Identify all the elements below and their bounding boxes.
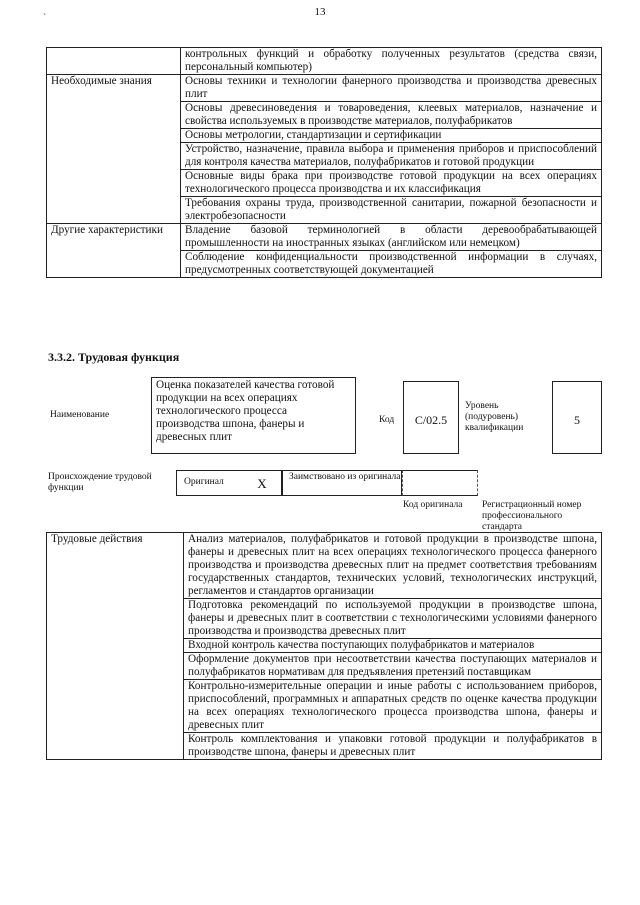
code-label: Код <box>379 415 395 425</box>
origin-code-box <box>402 470 478 496</box>
table-cell: Подготовка рекомендаций по используемой продукции в производстве шпона, фанеры и древесных плит в соответствии с технологическими условиями фанерного производства и производства древесных плит <box>184 599 602 639</box>
table-cell: Владение базовой терминологией в области деревообрабатывающей промышленности на иностранных языках (английском или немецком) <box>181 224 602 251</box>
table-row-label: Необходимые знания <box>47 75 181 224</box>
table-cell: Анализ материалов, полуфабрикатов и готовой продукции в производстве шпона, фанеры и древесных плит на всех операциях технологического процесса фанерного производства и производства древесных плит на предмет соответствия требованиям государственных стандартов, технических условий, технологических инструкций, регламентов и стандартов организации <box>184 533 602 599</box>
page-number: 13 <box>314 6 326 18</box>
level-label: Уровень (подуровень) квалификации <box>465 401 524 433</box>
table-cell: Контроль комплектования и упаковки готовой продукции и полуфабрикатов в производстве шпона, фанеры и древесных плит <box>184 733 602 760</box>
function-name-value: Оценка показателей качества готовой продукции на всех операциях технологического процесса производства шпона, фанеры и древесных плит <box>151 377 356 454</box>
table-cell: Входной контроль качества поступающих полуфабрикатов и материалов <box>184 639 602 653</box>
table-row-label: Другие характеристики <box>47 224 181 278</box>
name-label: Наименование <box>50 410 110 420</box>
table-row-label <box>47 48 181 75</box>
table-row-label: Трудовые действия <box>47 533 184 760</box>
origin-label: Происхождение трудовой функции <box>48 472 152 493</box>
registration-number-caption: Регистрационный номер профессионального стандарта <box>482 500 582 532</box>
table-cell: Основы техники и технологии фанерного производства и производства древесных плит <box>181 75 602 102</box>
table-cell: Устройство, назначение, правила выбора и применения приборов и приспособлений для контроля качества материалов, полуфабрикатов и готовой продукции <box>181 143 602 170</box>
table-cell: контрольных функций и обработку полученных результатов (средства связи, персональный компьютер) <box>181 48 602 75</box>
origin-original-mark: X <box>243 470 282 496</box>
level-value: 5 <box>552 381 602 454</box>
code-original-caption: Код оригинала <box>403 500 463 510</box>
knowledge-table <box>46 47 602 278</box>
table-cell: Контрольно-измерительные операции и иные работы с использованием приборов, приспособлений, программных и аппаратных средств по оценке качества продукции на всех операциях технологического процесса производства шпона, фанеры и древесных плит <box>184 680 602 733</box>
table-cell: Основные виды брака при производстве готовой продукции на всех операциях технологического процесса производства и их классификация <box>181 170 602 197</box>
origin-original-cell: Оригинал <box>176 470 243 496</box>
scan-speck: ` <box>43 12 46 22</box>
origin-borrowed-cell: Заимствовано из оригинала <box>282 470 402 496</box>
table-cell: Соблюдение конфиденциальности производственной информации в случаях, предусмотренных соответствующей документацией <box>181 251 602 278</box>
labor-actions-table <box>46 532 602 760</box>
table-cell: Основы древесиноведения и товароведения, клеевых материалов, назначение и свойства используемых в производстве материалов, полуфабрикатов <box>181 102 602 129</box>
function-code-value: С/02.5 <box>403 381 459 454</box>
section-title: 3.3.2. Трудовая функция <box>48 350 180 364</box>
table-cell: Оформление документов при несоответствии качества поступающих материалов и полуфабрикатов нормативам для предъявления претензий поставщикам <box>184 653 602 680</box>
origin-reg-box <box>478 470 602 496</box>
table-cell: Требования охраны труда, производственной санитарии, пожарной безопасности и электробезопасности <box>181 197 602 224</box>
table-cell: Основы метрологии, стандартизации и сертификации <box>181 129 602 143</box>
